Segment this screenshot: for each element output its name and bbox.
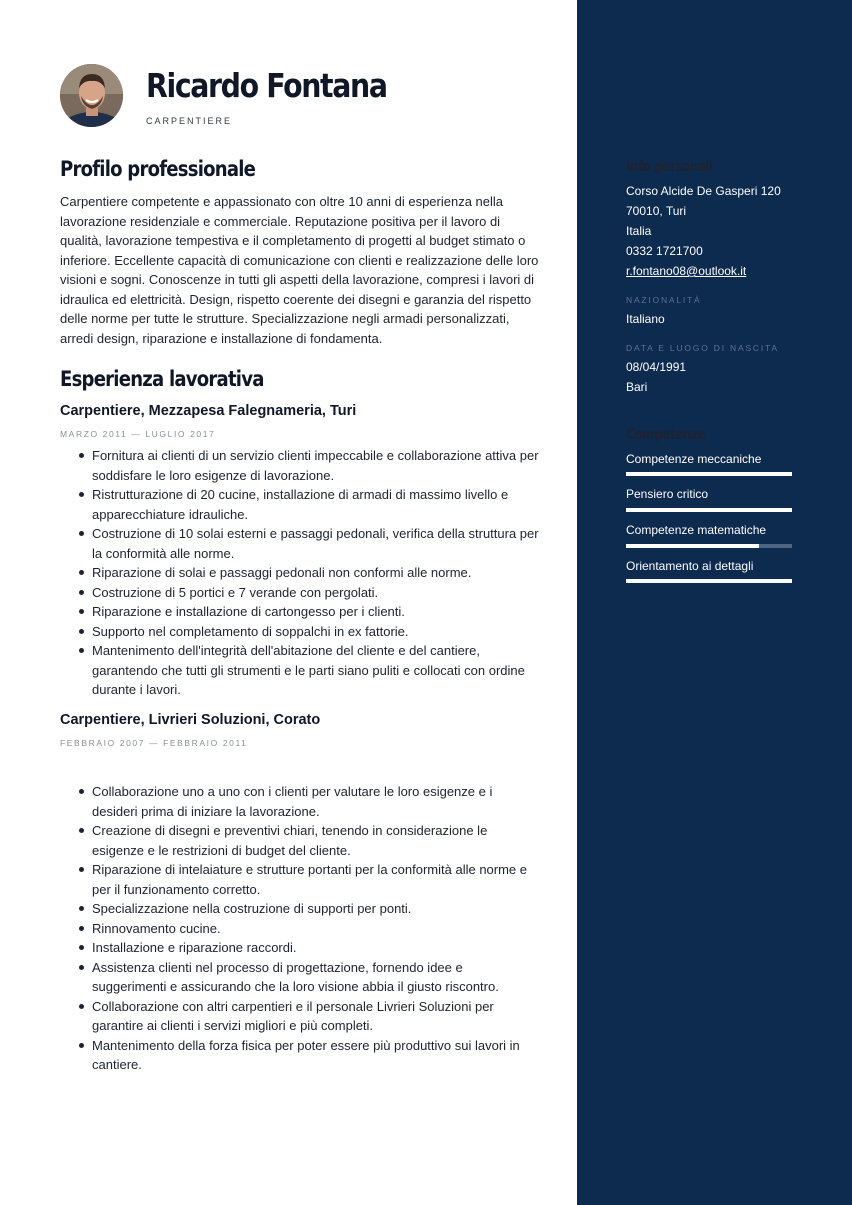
birth-place: Bari: [626, 380, 648, 394]
address-line-2: 70010, Turi: [626, 204, 687, 218]
birth-date: 08/04/1991: [626, 360, 687, 374]
skill-bar: [626, 579, 792, 583]
skill-bar-fill: [626, 508, 792, 512]
list-item: Assistenza clienti nel processo di progettazione, fornendo idee e suggerimenti e assicurando che la loro visione abbia il giusto riscontro.: [92, 958, 540, 997]
nationality: Italiano: [626, 312, 665, 326]
list-item: Costruzione di 10 solai esterni e passaggi pedonali, verifica della struttura per la conformità alle norme.: [92, 524, 540, 563]
list-item: Collaborazione uno a uno con i clienti per valutare le loro esigenze e i desideri prima di iniziare la lavorazione.: [92, 782, 540, 821]
list-item: Collaborazione con altri carpentieri e il personale Livrieri Soluzioni per garantire ai clienti i servizi migliori e più completi.: [92, 997, 540, 1036]
list-item: Riparazione di solai e passaggi pedonali non conformi alle norme.: [92, 563, 540, 583]
job-dates-1: MARZO 2011 — LUGLIO 2017: [60, 429, 216, 439]
job-dates-2: FEBBRAIO 2007 — FEBBRAIO 2011: [60, 738, 248, 748]
email-link[interactable]: r.fontano08@outlook.it: [626, 264, 747, 278]
skill-name: Pensiero critico: [626, 487, 709, 501]
job-bullets-2: [60, 782, 540, 1075]
skill-name: Competenze meccaniche: [626, 452, 762, 466]
list-item: Supporto nel completamento di soppalchi in ex fattorie.: [92, 622, 540, 642]
list-item: Fornitura ai clienti di un servizio clienti impeccabile e collaborazione attiva per soddisfare le loro esigenze di lavorazione.: [92, 446, 540, 485]
job-title-1: Carpentiere, Mezzapesa Falegnameria, Turi: [60, 403, 357, 419]
skill-bar: [626, 472, 792, 476]
list-item: Costruzione di 5 portici e 7 verande con pergolati.: [92, 583, 540, 603]
experience-heading: Esperienza lavorativa: [60, 367, 264, 391]
country: Italia: [626, 224, 652, 238]
list-item: Rinnovamento cucine.: [92, 919, 540, 939]
list-item: Installazione e riparazione raccordi.: [92, 938, 540, 958]
profile-heading: Profilo professionale: [60, 157, 256, 181]
address-line-1: Corso Alcide De Gasperi 120: [626, 184, 781, 198]
profile-photo: [60, 64, 123, 127]
skill-name: Competenze matematiche: [626, 523, 767, 537]
sidebar: [577, 0, 852, 1205]
list-item: Ristrutturazione di 20 cucine, installazione di armadi di massimo livello e apparecchiature idrauliche.: [92, 485, 540, 524]
skill-bar-fill: [626, 579, 792, 583]
list-item: Creazione di disegni e preventivi chiari, tenendo in considerazione le esigenze e le restrizioni di budget del cliente.: [92, 821, 540, 860]
info-heading: Info personali: [626, 159, 713, 175]
job-title-2: Carpentiere, Livrieri Soluzioni, Corato: [60, 712, 321, 728]
list-item: Mantenimento dell'integrità dell'abitazione del cliente e del cantiere, garantendo che tutti gli strumenti e le parti siano puliti e collocati con ordine durante i lavori.: [92, 641, 540, 700]
profile-text: Carpentiere competente e appassionato con oltre 10 anni di esperienza nella lavorazione residenziale e commerciale. Reputazione positiva per il lavoro di qualità, lavorazione tempestiva e il completamento di progetti al budget stimato o inferiore. Eccellente capacità di comunicazione con clienti e realizzazione delle loro visioni e sogni. Conoscenze in tutti gli aspetti della lavorazione, compresi i lavori di idraulica ed elettricità. Design, rispetto coerente dei disegni e garanzia del rispetto delle norme per tutte le strutture. Specializzazione negli armadi personalizzati, arredi design, riparazione e installazione di fondamenta.: [60, 194, 539, 346]
skills-heading: Competenze: [626, 427, 705, 443]
job-bullets-1: [60, 446, 540, 700]
skill-name: Orientamento ai dettagli: [626, 559, 754, 573]
candidate-title: CARPENTIERE: [146, 116, 233, 126]
skill-bar-fill: [626, 472, 792, 476]
candidate-name: Ricardo Fontana: [146, 66, 387, 105]
list-item: Mantenimento della forza fisica per poter essere più produttivo sui lavori in cantiere.: [92, 1036, 540, 1075]
phone: 0332 1721700: [626, 244, 703, 258]
skill-bar: [626, 508, 792, 512]
birth-label: DATA E LUOGO DI NASCITA: [626, 343, 779, 353]
list-item: Riparazione e installazione di cartongesso per i clienti.: [92, 602, 540, 622]
skill-bar-fill: [626, 544, 759, 548]
list-item: Specializzazione nella costruzione di supporti per ponti.: [92, 899, 540, 919]
nationality-label: NAZIONALITÀ: [626, 295, 702, 305]
skill-bar: [626, 544, 792, 548]
list-item: Riparazione di intelaiature e strutture portanti per la conformità alle norme e per il funzionamento corretto.: [92, 860, 540, 899]
